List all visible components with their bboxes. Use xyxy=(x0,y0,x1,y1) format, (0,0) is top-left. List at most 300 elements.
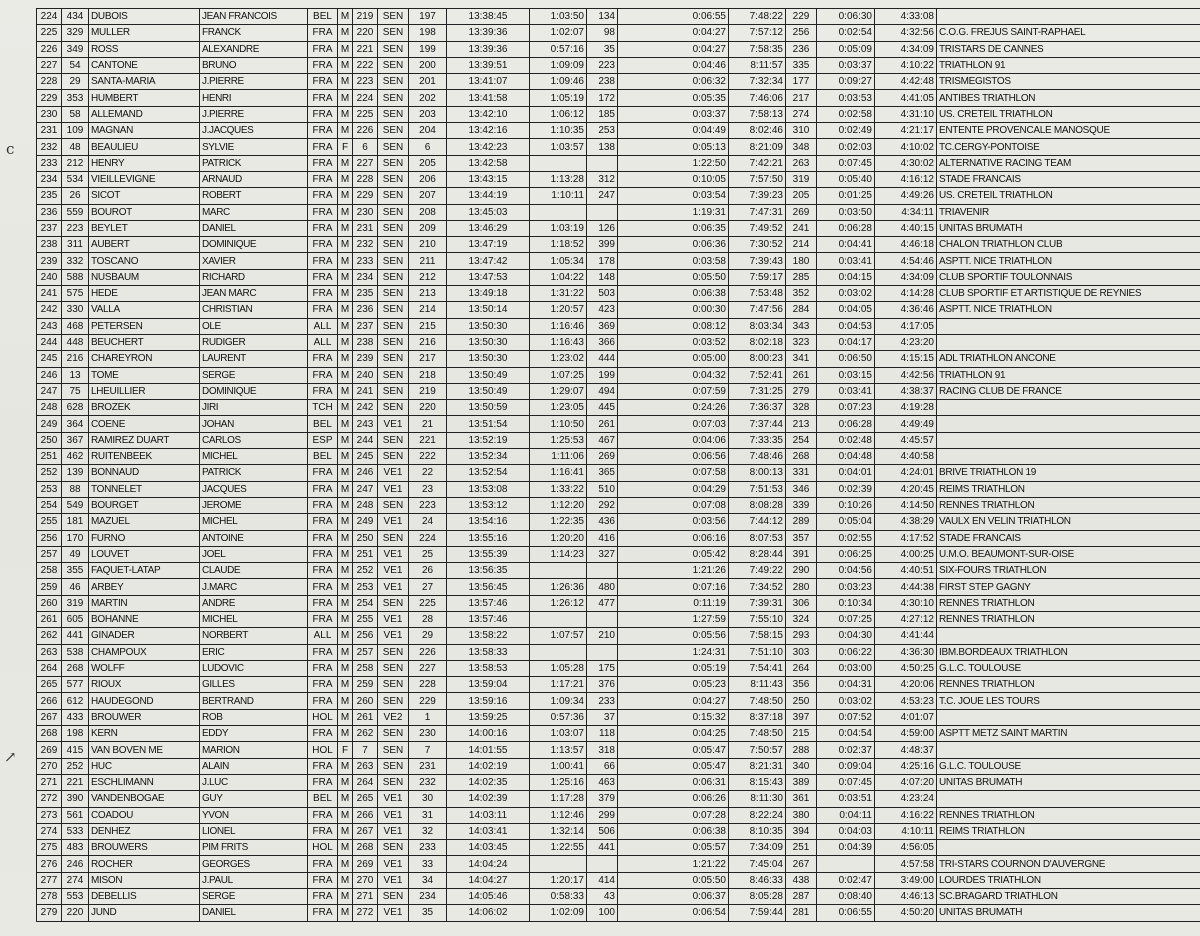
cell-category: SEN xyxy=(378,171,409,187)
cell-finish-time: 13:47:53 xyxy=(447,269,530,285)
cell-country: FRA xyxy=(308,823,338,839)
cell-finish-time: 14:06:02 xyxy=(447,905,530,921)
table-row xyxy=(37,188,1200,204)
cell-club: ASPTT METZ SAINT MARTIN xyxy=(937,726,1200,742)
cell-category-rank: 220 xyxy=(409,400,447,416)
cell-bike-time: 7:51:53 xyxy=(729,481,786,497)
cell-swim-rank: 138 xyxy=(587,139,618,155)
cell-category-rank: 215 xyxy=(409,318,447,334)
cell-country: TCH xyxy=(308,400,338,416)
cell-place: 270 xyxy=(37,758,62,774)
cell-bib: 462 xyxy=(62,449,89,465)
cell-bib: 58 xyxy=(62,106,89,122)
cell-country: FRA xyxy=(308,611,338,627)
cell-swim-rank xyxy=(587,563,618,579)
cell-finish-time: 13:51:54 xyxy=(447,416,530,432)
cell-bike-time: 7:57:50 xyxy=(729,171,786,187)
cell-club: STADE FRANCAIS xyxy=(937,530,1200,546)
cell-swim-time: 1:03:19 xyxy=(530,220,587,236)
cell-run-time: 4:38:29 xyxy=(875,514,937,530)
cell-place: 232 xyxy=(37,139,62,155)
cell-swim-rank: 444 xyxy=(587,351,618,367)
cell-category: SEN xyxy=(378,286,409,302)
cell-first-name: SYLVIE xyxy=(200,139,308,155)
table-row xyxy=(37,90,1200,106)
cell-sex: M xyxy=(338,204,353,220)
cell-first-name: XAVIER xyxy=(200,253,308,269)
cell-category-rank: 213 xyxy=(409,286,447,302)
table-row xyxy=(37,74,1200,90)
cell-sex-rank: 251 xyxy=(353,546,378,562)
cell-category: VE1 xyxy=(378,611,409,627)
cell-sex: M xyxy=(338,905,353,921)
cell-bike-rank: 269 xyxy=(786,204,817,220)
cell-club: VAULX EN VELIN TRIATHLON xyxy=(937,514,1200,530)
cell-finish-time: 13:52:19 xyxy=(447,432,530,448)
cell-bike-rank: 288 xyxy=(786,742,817,758)
cell-bike-time: 8:15:43 xyxy=(729,774,786,790)
cell-category: SEN xyxy=(378,774,409,790)
cell-transition-time: 0:07:28 xyxy=(618,807,729,823)
cell-bib: 561 xyxy=(62,807,89,823)
cell-swim-time: 1:22:55 xyxy=(530,840,587,856)
cell-sex-rank: 244 xyxy=(353,432,378,448)
cell-sex: M xyxy=(338,90,353,106)
cell-transition2-time: 0:04:54 xyxy=(817,726,875,742)
cell-bike-rank: 254 xyxy=(786,432,817,448)
cell-country: FRA xyxy=(308,530,338,546)
cell-category: VE1 xyxy=(378,481,409,497)
cell-run-time: 4:59:00 xyxy=(875,726,937,742)
cell-transition2-time: 0:06:25 xyxy=(817,546,875,562)
cell-finish-time: 13:57:46 xyxy=(447,611,530,627)
cell-sex: M xyxy=(338,465,353,481)
cell-sex: M xyxy=(338,171,353,187)
cell-club: REIMS TRIATHLON xyxy=(937,823,1200,839)
cell-first-name: ALEXANDRE xyxy=(200,41,308,57)
cell-bike-time: 7:59:17 xyxy=(729,269,786,285)
cell-transition2-time: 0:04:48 xyxy=(817,449,875,465)
cell-place: 242 xyxy=(37,302,62,318)
cell-sex: M xyxy=(338,579,353,595)
cell-category-rank: 211 xyxy=(409,253,447,269)
cell-sex: M xyxy=(338,856,353,872)
cell-place: 228 xyxy=(37,74,62,90)
cell-category-rank: 209 xyxy=(409,220,447,236)
cell-first-name: J.PAUL xyxy=(200,872,308,888)
cell-place: 226 xyxy=(37,41,62,57)
cell-transition2-time: 0:01:25 xyxy=(817,188,875,204)
cell-sex: M xyxy=(338,758,353,774)
cell-finish-time: 13:58:22 xyxy=(447,628,530,644)
cell-swim-time: 1:20:57 xyxy=(530,302,587,318)
cell-transition2-time: 0:04:56 xyxy=(817,563,875,579)
cell-first-name: PATRICK xyxy=(200,155,308,171)
cell-first-name: PATRICK xyxy=(200,465,308,481)
cell-bib: 559 xyxy=(62,204,89,220)
cell-last-name: ROSS xyxy=(89,41,200,57)
cell-transition-time: 0:06:37 xyxy=(618,889,729,905)
cell-transition-time: 0:03:56 xyxy=(618,514,729,530)
table-row xyxy=(37,106,1200,122)
cell-sex-rank: 220 xyxy=(353,25,378,41)
cell-last-name: AUBERT xyxy=(89,237,200,253)
cell-transition2-time: 0:04:31 xyxy=(817,677,875,693)
cell-sex-rank: 249 xyxy=(353,514,378,530)
cell-swim-time: 1:20:20 xyxy=(530,530,587,546)
cell-category: SEN xyxy=(378,383,409,399)
cell-transition-time: 0:06:55 xyxy=(618,9,729,25)
cell-last-name: MULLER xyxy=(89,25,200,41)
cell-country: HOL xyxy=(308,742,338,758)
cell-first-name: DANIEL xyxy=(200,905,308,921)
cell-transition2-time: 0:03:51 xyxy=(817,791,875,807)
cell-bike-rank: 303 xyxy=(786,644,817,660)
cell-transition-time: 0:05:47 xyxy=(618,758,729,774)
cell-first-name: JEAN FRANCOIS xyxy=(200,9,308,25)
cell-last-name: COADOU xyxy=(89,807,200,823)
cell-category-rank: 219 xyxy=(409,383,447,399)
cell-bike-rank: 264 xyxy=(786,660,817,676)
cell-category: SEN xyxy=(378,41,409,57)
cell-swim-time: 1:00:41 xyxy=(530,758,587,774)
cell-transition-time: 0:07:08 xyxy=(618,497,729,513)
cell-first-name: DOMINIQUE xyxy=(200,237,308,253)
cell-bib: 433 xyxy=(62,709,89,725)
cell-bib: 329 xyxy=(62,25,89,41)
cell-last-name: HUMBERT xyxy=(89,90,200,106)
cell-category: SEN xyxy=(378,644,409,660)
cell-swim-rank: 376 xyxy=(587,677,618,693)
cell-swim-time: 1:16:43 xyxy=(530,334,587,350)
cell-swim-time: 1:16:46 xyxy=(530,318,587,334)
cell-first-name: JOHAN xyxy=(200,416,308,432)
cell-sex-rank: 248 xyxy=(353,497,378,513)
cell-transition2-time: 0:02:49 xyxy=(817,123,875,139)
cell-transition-time: 0:03:54 xyxy=(618,188,729,204)
cell-bike-rank: 324 xyxy=(786,611,817,627)
cell-category: SEN xyxy=(378,155,409,171)
cell-sex-rank: 6 xyxy=(353,139,378,155)
cell-swim-time: 1:13:28 xyxy=(530,171,587,187)
cell-last-name: FAQUET-LATAP xyxy=(89,563,200,579)
cell-run-time: 4:40:51 xyxy=(875,563,937,579)
cell-bike-time: 8:28:44 xyxy=(729,546,786,562)
cell-run-time: 4:40:58 xyxy=(875,449,937,465)
cell-club: BRIVE TRIATHLON 19 xyxy=(937,465,1200,481)
cell-place: 262 xyxy=(37,628,62,644)
cell-bike-rank: 340 xyxy=(786,758,817,774)
cell-country: FRA xyxy=(308,546,338,562)
cell-bike-rank: 341 xyxy=(786,351,817,367)
cell-sex-rank: 271 xyxy=(353,889,378,905)
cell-finish-time: 13:41:58 xyxy=(447,90,530,106)
cell-last-name: CANTONE xyxy=(89,57,200,73)
cell-finish-time: 13:39:36 xyxy=(447,41,530,57)
cell-run-time: 4:33:08 xyxy=(875,9,937,25)
cell-club: ENTENTE PROVENCALE MANOSQUE xyxy=(937,123,1200,139)
cell-bike-rank: 274 xyxy=(786,106,817,122)
cell-finish-time: 13:46:29 xyxy=(447,220,530,236)
cell-place: 271 xyxy=(37,774,62,790)
cell-club xyxy=(937,742,1200,758)
cell-place: 267 xyxy=(37,709,62,725)
cell-first-name: RUDIGER xyxy=(200,334,308,350)
table-row xyxy=(37,481,1200,497)
table-row xyxy=(37,57,1200,73)
cell-transition-time: 0:00:30 xyxy=(618,302,729,318)
cell-sex: M xyxy=(338,497,353,513)
table-row xyxy=(37,905,1200,921)
cell-transition-time: 0:06:36 xyxy=(618,237,729,253)
cell-transition2-time: 0:03:41 xyxy=(817,383,875,399)
cell-last-name: JUND xyxy=(89,905,200,921)
cell-club: RENNES TRIATHLON xyxy=(937,595,1200,611)
cell-transition2-time: 0:04:15 xyxy=(817,269,875,285)
cell-swim-time: 1:05:19 xyxy=(530,90,587,106)
cell-category: VE2 xyxy=(378,709,409,725)
cell-bib: 221 xyxy=(62,774,89,790)
cell-last-name: MARTIN xyxy=(89,595,200,611)
cell-first-name: JOEL xyxy=(200,546,308,562)
cell-finish-time: 14:03:45 xyxy=(447,840,530,856)
cell-category-rank: 29 xyxy=(409,628,447,644)
table-row xyxy=(37,41,1200,57)
cell-swim-rank: 510 xyxy=(587,481,618,497)
cell-category-rank: 206 xyxy=(409,171,447,187)
cell-swim-time: 1:10:11 xyxy=(530,188,587,204)
cell-swim-rank: 261 xyxy=(587,416,618,432)
cell-run-time: 4:07:20 xyxy=(875,774,937,790)
margin-annotation-arrow: ↗ xyxy=(4,748,17,766)
cell-bike-time: 7:46:06 xyxy=(729,90,786,106)
cell-swim-rank: 365 xyxy=(587,465,618,481)
cell-club: LOURDES TRIATHLON xyxy=(937,872,1200,888)
cell-country: FRA xyxy=(308,237,338,253)
cell-transition2-time: 0:06:30 xyxy=(817,9,875,25)
cell-club: C.O.G. FREJUS SAINT-RAPHAEL xyxy=(937,25,1200,41)
cell-place: 264 xyxy=(37,660,62,676)
cell-bike-time: 7:58:13 xyxy=(729,106,786,122)
cell-swim-rank: 494 xyxy=(587,383,618,399)
cell-country: ALL xyxy=(308,318,338,334)
cell-last-name: HEDE xyxy=(89,286,200,302)
cell-club: RENNES TRIATHLON xyxy=(937,611,1200,627)
cell-sex-rank: 240 xyxy=(353,367,378,383)
cell-country: FRA xyxy=(308,155,338,171)
cell-transition2-time: 0:04:41 xyxy=(817,237,875,253)
cell-transition2-time: 0:03:37 xyxy=(817,57,875,73)
cell-run-time: 4:41:05 xyxy=(875,90,937,106)
cell-last-name: BONNAUD xyxy=(89,465,200,481)
cell-transition-time: 0:04:25 xyxy=(618,726,729,742)
cell-sex: M xyxy=(338,41,353,57)
cell-first-name: BERTRAND xyxy=(200,693,308,709)
cell-bib: 26 xyxy=(62,188,89,204)
table-row xyxy=(37,253,1200,269)
cell-last-name: PETERSEN xyxy=(89,318,200,334)
cell-first-name: CARLOS xyxy=(200,432,308,448)
cell-bike-rank: 180 xyxy=(786,253,817,269)
cell-sex-rank: 252 xyxy=(353,563,378,579)
cell-place: 231 xyxy=(37,123,62,139)
cell-transition2-time: 0:02:48 xyxy=(817,432,875,448)
cell-finish-time: 13:50:30 xyxy=(447,334,530,350)
cell-sex: M xyxy=(338,25,353,41)
cell-run-time: 4:01:07 xyxy=(875,709,937,725)
cell-sex-rank: 229 xyxy=(353,188,378,204)
cell-first-name: BRUNO xyxy=(200,57,308,73)
table-row xyxy=(37,220,1200,236)
cell-club xyxy=(937,400,1200,416)
cell-transition-time: 0:04:27 xyxy=(618,25,729,41)
cell-last-name: HENRY xyxy=(89,155,200,171)
cell-finish-time: 13:49:18 xyxy=(447,286,530,302)
cell-bib: 216 xyxy=(62,351,89,367)
cell-transition-time: 0:07:16 xyxy=(618,579,729,595)
cell-run-time: 4:21:17 xyxy=(875,123,937,139)
cell-sex-rank: 7 xyxy=(353,742,378,758)
cell-finish-time: 14:01:55 xyxy=(447,742,530,758)
cell-sex: M xyxy=(338,546,353,562)
cell-country: FRA xyxy=(308,889,338,905)
cell-transition-time: 0:05:57 xyxy=(618,840,729,856)
cell-last-name: ALLEMAND xyxy=(89,106,200,122)
cell-first-name: GILLES xyxy=(200,677,308,693)
cell-swim-time: 1:32:14 xyxy=(530,823,587,839)
cell-sex: M xyxy=(338,872,353,888)
cell-club: G.L.C. TOULOUSE xyxy=(937,660,1200,676)
cell-place: 229 xyxy=(37,90,62,106)
cell-bike-rank: 397 xyxy=(786,709,817,725)
cell-country: FRA xyxy=(308,872,338,888)
cell-swim-time: 1:03:07 xyxy=(530,726,587,742)
cell-category-rank: 225 xyxy=(409,595,447,611)
cell-bib: 212 xyxy=(62,155,89,171)
cell-category: SEN xyxy=(378,269,409,285)
cell-club: UNITAS BRUMATH xyxy=(937,774,1200,790)
cell-finish-time: 13:44:19 xyxy=(447,188,530,204)
cell-category-rank: 212 xyxy=(409,269,447,285)
cell-place: 274 xyxy=(37,823,62,839)
cell-run-time: 4:42:56 xyxy=(875,367,937,383)
cell-transition-time: 1:21:22 xyxy=(618,856,729,872)
cell-sex: M xyxy=(338,644,353,660)
cell-bike-rank: 281 xyxy=(786,905,817,921)
cell-first-name: HENRI xyxy=(200,90,308,106)
cell-sex: M xyxy=(338,286,353,302)
cell-first-name: ERIC xyxy=(200,644,308,660)
cell-run-time: 4:17:05 xyxy=(875,318,937,334)
cell-country: FRA xyxy=(308,90,338,106)
table-row xyxy=(37,823,1200,839)
cell-sex-rank: 266 xyxy=(353,807,378,823)
cell-swim-time: 1:17:28 xyxy=(530,791,587,807)
cell-place: 224 xyxy=(37,9,62,25)
cell-sex: M xyxy=(338,237,353,253)
cell-club: ANTIBES TRIATHLON xyxy=(937,90,1200,106)
cell-club: ALTERNATIVE RACING TEAM xyxy=(937,155,1200,171)
cell-category: SEN xyxy=(378,400,409,416)
cell-swim-rank: 175 xyxy=(587,660,618,676)
cell-category-rank: 226 xyxy=(409,644,447,660)
cell-club: SIX-FOURS TRIATHLON xyxy=(937,563,1200,579)
cell-sex: M xyxy=(338,807,353,823)
cell-last-name: LHEUILLIER xyxy=(89,383,200,399)
cell-finish-time: 13:50:30 xyxy=(447,351,530,367)
cell-club: TRIATHLON 91 xyxy=(937,57,1200,73)
cell-swim-time: 1:18:52 xyxy=(530,237,587,253)
cell-bib: 349 xyxy=(62,41,89,57)
cell-last-name: BROZEK xyxy=(89,400,200,416)
cell-category-rank: 6 xyxy=(409,139,447,155)
cell-finish-time: 13:50:49 xyxy=(447,383,530,399)
cell-country: FRA xyxy=(308,660,338,676)
table-row xyxy=(37,432,1200,448)
cell-country: HOL xyxy=(308,709,338,725)
cell-sex-rank: 257 xyxy=(353,644,378,660)
cell-category-rank: 218 xyxy=(409,367,447,383)
cell-bike-rank: 290 xyxy=(786,563,817,579)
cell-place: 250 xyxy=(37,432,62,448)
cell-bike-time: 7:34:09 xyxy=(729,840,786,856)
cell-category-rank: 227 xyxy=(409,660,447,676)
cell-finish-time: 13:42:16 xyxy=(447,123,530,139)
cell-bike-time: 8:00:23 xyxy=(729,351,786,367)
cell-sex: M xyxy=(338,611,353,627)
cell-sex: M xyxy=(338,726,353,742)
cell-transition2-time: 0:07:25 xyxy=(817,611,875,627)
cell-transition-time: 0:04:32 xyxy=(618,367,729,383)
cell-bike-rank: 293 xyxy=(786,628,817,644)
cell-bike-time: 8:22:24 xyxy=(729,807,786,823)
table-row xyxy=(37,628,1200,644)
cell-sex-rank: 230 xyxy=(353,204,378,220)
cell-first-name: SERGE xyxy=(200,367,308,383)
cell-bike-rank: 250 xyxy=(786,693,817,709)
cell-bike-rank: 361 xyxy=(786,791,817,807)
cell-first-name: J.LUC xyxy=(200,774,308,790)
cell-last-name: BEUCHERT xyxy=(89,334,200,350)
table-row xyxy=(37,611,1200,627)
cell-category: SEN xyxy=(378,106,409,122)
table-row xyxy=(37,318,1200,334)
cell-club: US. CRETEIL TRIATHLON xyxy=(937,106,1200,122)
table-row xyxy=(37,889,1200,905)
cell-bike-time: 8:11:30 xyxy=(729,791,786,807)
cell-place: 265 xyxy=(37,677,62,693)
cell-bike-time: 8:10:35 xyxy=(729,823,786,839)
cell-finish-time: 13:55:39 xyxy=(447,546,530,562)
cell-transition2-time: 0:06:22 xyxy=(817,644,875,660)
cell-club: ASPTT. NICE TRIATHLON xyxy=(937,253,1200,269)
cell-swim-time: 1:06:12 xyxy=(530,106,587,122)
cell-place: 254 xyxy=(37,497,62,513)
cell-bike-rank: 256 xyxy=(786,25,817,41)
cell-transition-time: 0:06:31 xyxy=(618,774,729,790)
cell-category-rank: 223 xyxy=(409,497,447,513)
cell-last-name: DUBOIS xyxy=(89,9,200,25)
cell-country: FRA xyxy=(308,856,338,872)
cell-first-name: MICHEL xyxy=(200,514,308,530)
cell-run-time: 4:34:09 xyxy=(875,269,937,285)
cell-club: RACING CLUB DE FRANCE xyxy=(937,383,1200,399)
cell-sex-rank: 269 xyxy=(353,856,378,872)
cell-bike-rank: 335 xyxy=(786,57,817,73)
cell-swim-time: 1:17:21 xyxy=(530,677,587,693)
cell-transition2-time: 0:04:01 xyxy=(817,465,875,481)
cell-transition-time: 0:04:27 xyxy=(618,41,729,57)
